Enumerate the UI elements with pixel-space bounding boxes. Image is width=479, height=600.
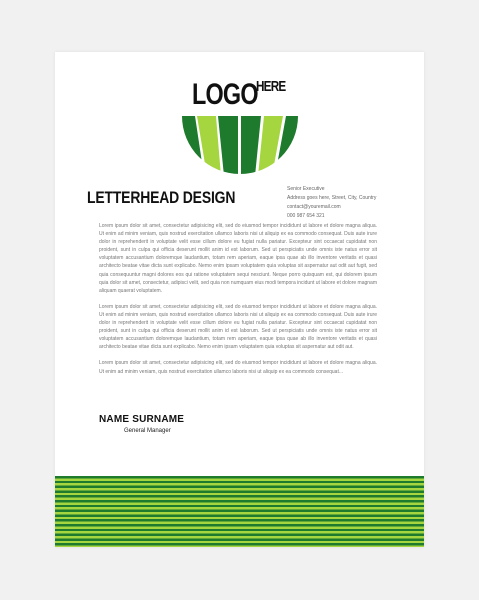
signature-name: NAME SURNAME: [99, 414, 185, 425]
body-paragraph: Lorem ipsum dolor sit amet, consectetur adipisicing elit, sed do eiusmod tempor incididunt ut labore et dolore magna aliqua. Ut enim ad minim veniam, quis nostrud exercitation ullamco laboris nisi ut aliquip ex ea commodo consequat. Duis aute irure dolor in reprehenderit in voluptate velit esse cillum dolore eu fugiat nulla pariatur. Excepteur sint occaecat cupidatat non proident, sunt in culpa qui officia deserunt mollit anim id est laborum. Sed ut perspiciatis unde omnis iste natus error sit voluptatem accusantium doloremque laudantium, totam rem aperiam, eaque ipsa quae ab illo inventore veritatis et quasi architecto beatae vitae dicta sunt explicabo. Nemo enim ipsam voluptatem quia voluptas sit aspernatur aut odit aut.: [99, 303, 377, 351]
body-paragraph: Lorem ipsum dolor sit amet, consectetur adipisicing elit, sed do eiusmod tempor incididunt ut labore et dolore magna aliqua. Ut enim ad minim veniam, quis nostrud exercitation ullamco laboris nisi ut aliquip ex ea commodo consequat...: [99, 360, 377, 375]
contact-block: [287, 185, 417, 221]
contact-email: contact@youremail.com: [287, 204, 341, 210]
logo-wordmark: [192, 79, 294, 111]
letterhead-page: [55, 52, 424, 547]
letter-body: [99, 222, 377, 384]
contact-address: Address goes here, Street, City, Country: [287, 195, 377, 201]
body-paragraph: Lorem ipsum dolor sit amet, consectetur adipisicing elit, sed do eiusmod tempor incididunt ut labore et dolore magna aliqua. Ut enim ad minim veniam, quis nostrud exercitation ullamco laboris nisi ut aliquip ex ea commodo consequat. Duis aute irure dolor in reprehenderit in voluptate velit esse cillum dolore eu fugiat nulla pariatur. Excepteur sint occaecat cupidatat non proident, sunt in culpa qui officia deserunt mollit anim id est laborum. Sed ut perspiciatis unde omnis iste natus error sit voluptatem accusantium doloremque laudantium, totam rem aperiam, eaque ipsa quae ab illo inventore veritatis et quasi architecto beatae vitae dicta sunt explicabo. Nemo enim ipsam voluptatem quia voluptas sit aspernatur aut odit aut fugit, sed quia consequuntur magni dolores eos qui ratione voluptatem sequi nesciunt. Neque porro quisquam est, qui dolorem ipsum quia dolor sit amet, consectetur, adipisci velit, sed quia non numquam eius modi tempora incidunt ut labore et dolore magnam aliquam quaerat voluptatem.: [99, 223, 377, 294]
half-sun-stripes-icon: [182, 116, 298, 176]
contact-phone: 000 987 654 321: [287, 213, 325, 219]
signature-title: General Manager: [124, 428, 171, 434]
headline: LETTERHEAD DESIGN: [87, 188, 236, 207]
footer-stripes: [55, 476, 424, 547]
logo-main-text: LOGO: [192, 78, 258, 111]
contact-name: Senior Executive: [287, 186, 325, 192]
logo-sup-text: HERE: [256, 78, 286, 95]
